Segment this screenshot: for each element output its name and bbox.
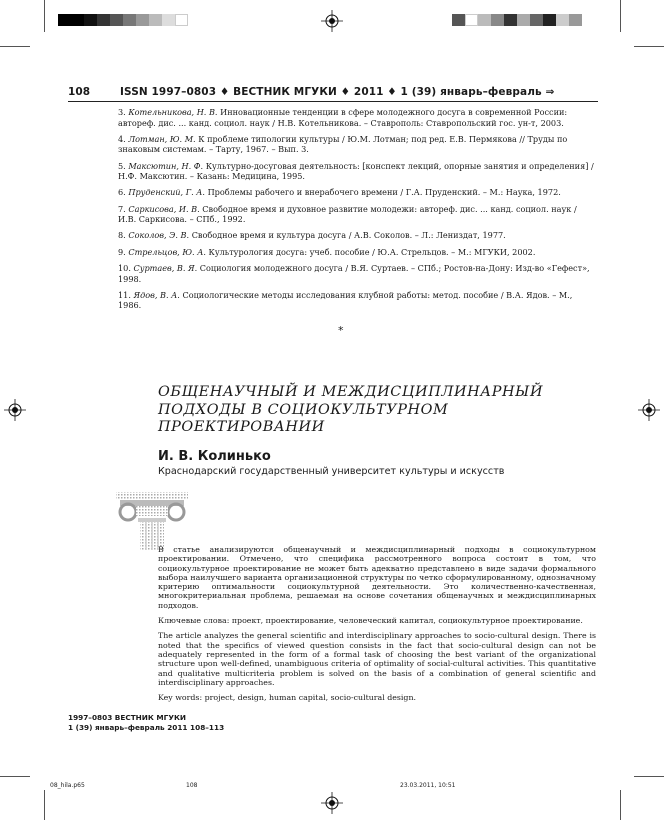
journal-line: ISSN 1997–0803 ♦ ВЕСТНИК МГУКИ ♦ 2011 ♦ 1 (39) январь–февраль ⇒ [120,86,555,98]
reference-item [118,187,596,198]
crop-mark [0,46,30,47]
reference-text: Культурология досуга: учеб. пособие / Ю.А. Стрельцов. – М.: МГУКИ, 2002. [205,246,536,257]
page-number: 108 [68,86,91,98]
crop-mark [44,0,45,32]
section-separator: * [338,324,344,337]
registration-mark-icon [4,399,26,421]
footer-issue: 1 (39) январь–февраль 2011 108–113 [68,723,225,732]
crop-mark [634,46,664,47]
keywords-ru: Ключевые слова: проект, проектирование, человеческий капитал, социокультурное проектирование. [158,616,583,626]
reference-number: 9. [118,246,126,257]
reference-author: Лотман, Ю. М. [128,133,196,144]
color-bar-left [58,14,188,26]
reference-number: 11. [118,289,131,300]
reference-number: 8. [118,230,126,241]
abstract-block [158,545,596,708]
reference-text: К проблеме типологии культуры / Ю.М. Лотман; под ред. Е.В. Пермякова // Труды по знаковым системам. – Тарту, 1967. – Вып. 3. [118,133,568,155]
reference-list [118,107,596,317]
registration-mark-icon [321,10,343,32]
reference-text: Социологические методы исследования клубной работы: метод. пособие / В.А. Ядов. – М., 1986. [118,289,573,311]
crop-mark [44,790,45,820]
reference-number: 5. [118,160,126,171]
running-header [68,86,598,98]
reference-item [118,134,596,155]
color-bar-right [452,14,582,26]
reference-item [118,161,596,182]
reference-text: Инновационные тенденции в сфере молодежного досуга в современной России: автореф. дис. ... канд. социол. наук / Н.В. Котельникова. – Ставрополь: Ставропольский гос. ун-т, 2003. [118,107,568,128]
reference-item [118,247,596,258]
reference-text: Культурно-досуговая деятельность: [конспект лекций, опорные занятия и определения] / Н.Ф. Максютин. – Казань: Медицина, 1995. [118,160,594,182]
reference-item [118,107,596,128]
crop-mark [620,0,621,32]
keywords-en: Key words: project, design, human capital, socio-cultural design. [158,693,416,703]
column-capital-emblem-icon [112,488,192,552]
reference-author: Ядов, В. А. [133,289,180,300]
reference-text: Социология молодежного досуга / В.Я. Суртаев. – СПб.; Ростов-на-Дону: Изд-во «Гефест», 1998. [118,263,590,284]
crop-mark [634,776,664,777]
reference-author: Саркисова, И. В. [128,203,200,214]
reference-number: 6. [118,187,126,198]
reference-number: 3. [118,107,126,117]
slug-page: 108 [186,782,198,789]
slug-filename: 08_hila.p65 [50,782,85,789]
article-title: ОБЩЕНАУЧНЫЙ И МЕЖДИСЦИПЛИНАРНЫЙ ПОДХОДЫ В СОЦИОКУЛЬТУРНОМ ПРОЕКТИРОВАНИИ [158,384,544,435]
crop-mark [0,776,30,777]
reference-text: Проблемы рабочего и внерабочего времени / Г.А. Пруденский. – М.: Наука, 1972. [204,187,561,198]
reference-number: 10. [118,263,131,274]
reference-item [118,290,596,311]
reference-author: Соколов, Э. В. [128,230,190,241]
reference-author: Стрельцов, Ю. А. [128,246,206,257]
reference-text: Свободное время и духовное развитие молодежи: автореф. дис. ... канд. социол. наук / И.В. Саркисова. – СПб., 1992. [118,203,577,225]
reference-text: Свободное время и культура досуга / А.В. Соколов. – Л.: Лениздат, 1977. [189,230,506,241]
slug-date: 23.03.2011, 10:51 [400,782,456,789]
crop-mark [620,790,621,820]
author-affiliation: Краснодарский государственный университет культуры и искусств [158,466,505,477]
reference-number: 7. [118,203,126,214]
article-author: И. В. Колинько [158,449,271,464]
header-rule [68,101,598,102]
registration-mark-icon [321,792,343,814]
reference-author: Максютин, Н. Ф. [128,160,204,171]
reference-item [118,263,596,284]
reference-item [118,204,596,225]
reference-author: Суртаев, В. Я. [133,263,198,274]
reference-author: Котельникова, Н. В. [128,107,218,117]
reference-author: Пруденский, Г. А. [128,187,205,198]
registration-mark-icon [638,399,660,421]
abstract-ru: В статье анализируются общенаучный и междисциплинарный подходы в социокультурном проектировании. Отмечено, что специфика рассмотренного вопроса состоит в том, что социокультурное проектирование не может быть адекватно представлено в виде задачи формального выбора наилучшего варианта организационной структуры по четко сформулированному, однозначному критерию оптимальности социокультурной деятельности. Это количественно-качественная, многокритериальная проблема, решаемая на основе сочетания общенаучных и междисциплинарных подходов. [158,545,596,610]
reference-number: 4. [118,133,126,144]
abstract-en: The article analyzes the general scientific and interdisciplinary approaches to socio-cultural design. There is noted that the specifics of viewed question consists in the fact that socio-cultural design can not be adequately represented in the form of a formal task of choosing the best variant of the organizational structure upon well-defined, unambiguous criteria of optimality of social-cultural activities. This quantitative and qualitative multicriteria problem is solved on the basis of a combination of general scientific and interdisciplinary approaches. [158,631,596,687]
reference-item [118,230,596,241]
footer-journal: 1997–0803 ВЕСТНИК МГУКИ [68,713,187,722]
